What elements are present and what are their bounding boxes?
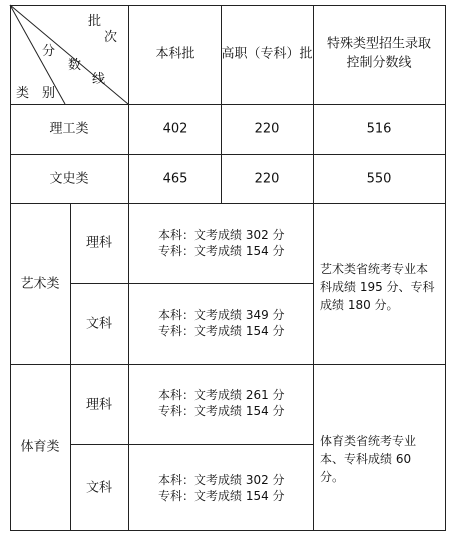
group-label-sports: 体育类	[20, 439, 60, 455]
sports-wenke-benke-line: 本科：文考成绩 302 分	[158, 473, 285, 487]
ligong-teshu-score: 516	[366, 121, 392, 137]
col-sep-3	[313, 5, 314, 531]
sports-note: 体育类省统考专业本、专科成绩 60 分。	[320, 434, 417, 484]
art-wenke-label: 文科	[85, 316, 113, 332]
sports-like-zhuanke-line: 专科：文考成绩 154 分	[158, 404, 285, 418]
corner-bie: 别	[42, 86, 56, 101]
row-sep-header	[10, 104, 446, 105]
border-right	[445, 5, 446, 531]
sports-wenke-label: 文科	[85, 480, 113, 496]
col-header-gaozhi: 高职（专科）批	[221, 46, 313, 62]
col-header-teshu-line1: 特殊类型招生录取	[326, 36, 432, 52]
art-note: 艺术类省统考专业本科成绩 195 分、专科成绩 180 分。	[320, 262, 435, 312]
ligong-gaozhi-score: 220	[254, 121, 280, 137]
col-header-benke: 本科批	[155, 46, 195, 62]
col-sep-1	[128, 5, 129, 204]
corner-lei: 类	[16, 86, 30, 101]
row-sep-wenshi	[10, 203, 446, 204]
col-sep-2	[221, 5, 222, 204]
row-label-wenshi: 文史类	[49, 171, 89, 187]
row-sep-sports-sub	[70, 444, 313, 445]
row-label-ligong: 理工类	[49, 121, 89, 137]
wenshi-teshu-score: 550	[366, 171, 392, 187]
art-like-label: 理科	[85, 235, 113, 251]
sports-wenke-zhuanke-line: 专科：文考成绩 154 分	[158, 489, 285, 503]
row-sep-art-sub	[70, 283, 313, 284]
corner-pici: 批	[88, 14, 102, 29]
col-header-teshu-line2: 控制分数线	[346, 55, 412, 71]
border-top	[10, 5, 446, 6]
row-sep-ligong	[10, 154, 446, 155]
art-like-zhuanke-line: 专科：文考成绩 154 分	[158, 244, 285, 258]
border-bottom	[10, 530, 446, 531]
sports-like-label: 理科	[85, 397, 113, 413]
art-wenke-zhuanke-line: 专科：文考成绩 154 分	[158, 324, 285, 338]
corner-xian: 线	[92, 72, 106, 87]
ligong-benke-score: 402	[162, 121, 188, 137]
art-wenke-benke-line: 本科：文考成绩 349 分	[158, 308, 285, 322]
corner-ci: 次	[104, 30, 118, 45]
corner-fen: 分	[42, 44, 56, 59]
sports-like-benke-line: 本科：文考成绩 261 分	[158, 388, 285, 402]
wenshi-gaozhi-score: 220	[254, 171, 280, 187]
col-sep-sub	[70, 203, 71, 531]
col-sep-sub-2	[128, 203, 129, 531]
corner-shu: 数	[68, 58, 82, 73]
wenshi-benke-score: 465	[162, 171, 188, 187]
art-like-benke-line: 本科：文考成绩 302 分	[158, 228, 285, 242]
group-label-art: 艺术类	[20, 276, 60, 292]
border-left	[10, 5, 11, 531]
row-sep-art	[10, 364, 446, 365]
